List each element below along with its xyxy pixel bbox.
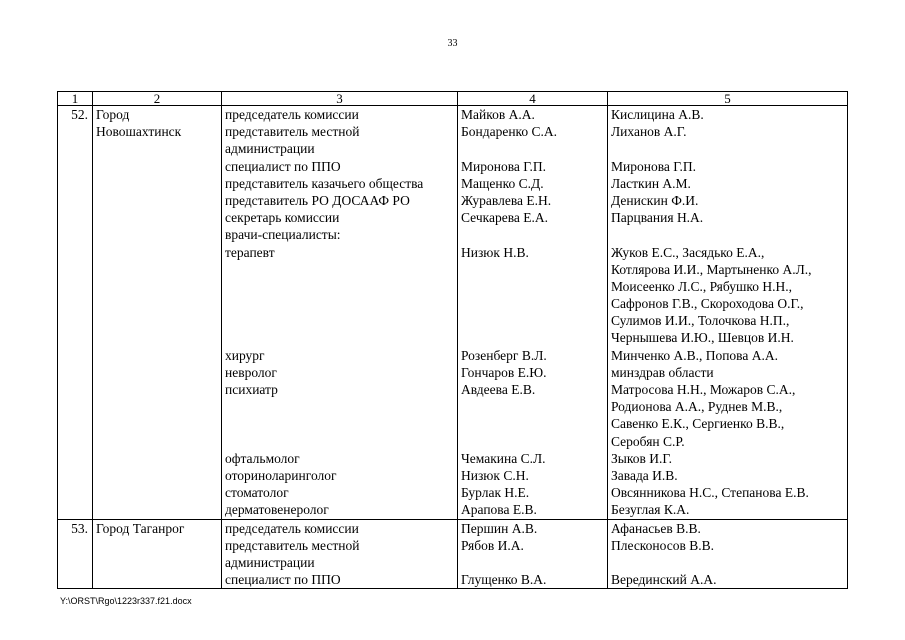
place-line: Город Таганрог: [96, 520, 185, 536]
reserve-line: Афанасьев В.В.: [611, 520, 701, 536]
reserve-line: Миронова Г.П.: [611, 158, 697, 174]
role-line: оториноларинголог: [225, 467, 337, 483]
main-line: [461, 554, 604, 571]
commission-table: [57, 91, 848, 589]
reserve-line: Овсянникова Н.С., Степанова Е.В.: [611, 485, 809, 501]
place-line: Город: [96, 107, 130, 122]
header-cell: 4: [458, 92, 608, 106]
role-line: специалист по ППО: [225, 158, 341, 174]
reserve-line: Ласткин А.М.: [611, 175, 691, 191]
role-line: [225, 415, 454, 432]
main-line: Бурлак Н.Е.: [461, 485, 530, 501]
role-line: [225, 261, 454, 278]
reserve-line: Родионова А.А., Руднев М.В.,: [611, 399, 783, 415]
main-line: [461, 278, 604, 295]
reserve-line: Лиханов А.Г.: [611, 124, 687, 140]
file-path-footer: Y:\ORST\Rgo\1223r337.f21.docx: [60, 596, 192, 606]
reserve-line: Плесконосов В.В.: [611, 537, 714, 553]
reserve-line: Чернышева И.Ю., Шевцов И.Н.: [611, 330, 794, 346]
role-cell: [222, 106, 458, 520]
main-line: Глущенко В.А.: [461, 572, 547, 588]
role-line: [225, 278, 454, 295]
main-line: Розенберг В.Л.: [461, 347, 547, 363]
role-line: администрации: [225, 141, 315, 157]
reserve-line: Жуков Е.С., Засядько Е.А.,: [611, 244, 765, 260]
main-line: Рябов И.А.: [461, 537, 524, 553]
role-line: [225, 295, 454, 312]
reserve-line: минздрав области: [611, 364, 714, 380]
main-line: Першин А.В.: [461, 520, 538, 536]
main-line: [461, 140, 604, 157]
reserve-line: Завада И.В.: [611, 467, 678, 483]
reserve-line: Денискин Ф.И.: [611, 192, 699, 208]
role-line: дерматовенеролог: [225, 502, 329, 518]
header-cell: 5: [608, 92, 848, 106]
reserve-line: Парцвания Н.А.: [611, 210, 704, 226]
reserve-line: [611, 554, 844, 571]
place-cell: [93, 519, 222, 589]
reserve-line: Верединский А.А.: [611, 572, 717, 588]
role-line: психиатр: [225, 382, 278, 397]
main-cell: [458, 106, 608, 520]
page-number: 33: [447, 38, 458, 49]
main-line: [461, 312, 604, 329]
main-line: [461, 261, 604, 278]
role-line: хирург: [225, 347, 265, 363]
role-line: представитель казачьего общества: [225, 175, 424, 191]
main-line: [461, 329, 604, 346]
main-line: Гончаров Е.Ю.: [461, 364, 547, 380]
role-line: секретарь комиссии: [225, 210, 340, 226]
role-cell: [222, 519, 458, 589]
role-line: офтальмолог: [225, 450, 300, 466]
place-cell: [93, 106, 222, 520]
main-line: Майков А.А.: [461, 107, 535, 122]
main-line: Журавлева Е.Н.: [461, 192, 552, 208]
role-line: стоматолог: [225, 485, 289, 501]
table-row: [58, 106, 848, 520]
main-line: Мащенко С.Д.: [461, 175, 544, 191]
header-cell: 1: [58, 92, 93, 106]
role-line: [225, 312, 454, 329]
row-number: 52.: [58, 106, 93, 520]
main-line: [461, 295, 604, 312]
role-line: невролог: [225, 364, 277, 380]
role-line: специалист по ППО: [225, 572, 341, 588]
main-line: Сечкарева Е.А.: [461, 210, 549, 226]
reserve-line: [611, 140, 844, 157]
table-header-row: [58, 92, 848, 106]
main-line: [461, 398, 604, 415]
role-line: администрации: [225, 554, 315, 570]
table-row: [58, 519, 848, 589]
reserve-line: Савенко Е.К., Сергиенко В.В.,: [611, 416, 785, 432]
reserve-line: Моисеенко Л.С., Рябушко Н.Н.,: [611, 278, 792, 294]
role-line: терапевт: [225, 244, 275, 260]
reserve-line: Сулимов И.И., Толочкова Н.П.,: [611, 313, 790, 329]
main-line: Миронова Г.П.: [461, 158, 547, 174]
main-line: [461, 226, 604, 243]
reserve-cell: [608, 106, 848, 520]
main-line: Низюк С.Н.: [461, 467, 529, 483]
reserve-line: Зыков И.Г.: [611, 450, 672, 466]
reserve-line: Сафронов Г.В., Скороходова О.Г.,: [611, 296, 804, 312]
role-line: председатель комиссии: [225, 107, 359, 122]
reserve-cell: [608, 519, 848, 589]
role-line: представитель местной: [225, 537, 360, 553]
main-line: Низюк Н.В.: [461, 244, 529, 260]
role-line: представитель местной: [225, 124, 360, 140]
main-line: Бондаренко С.А.: [461, 124, 558, 140]
main-cell: [458, 519, 608, 589]
reserve-line: Котлярова И.И., Мартыненко А.Л.,: [611, 261, 812, 277]
main-line: Авдеева Е.В.: [461, 382, 536, 397]
reserve-line: Безуглая К.А.: [611, 502, 690, 518]
reserve-line: Матросова Н.Н., Можаров С.А.,: [611, 382, 796, 397]
main-line: Чемакина С.Л.: [461, 450, 546, 466]
role-line: [225, 329, 454, 346]
role-line: [225, 398, 454, 415]
main-line: [461, 415, 604, 432]
role-line: врачи-специалисты:: [225, 227, 341, 243]
main-line: Арапова Е.В.: [461, 502, 537, 518]
role-line: председатель комиссии: [225, 520, 359, 536]
reserve-line: Кислицина А.В.: [611, 107, 704, 122]
header-cell: 2: [93, 92, 222, 106]
role-line: представитель РО ДОСААФ РО: [225, 192, 410, 208]
header-cell: 3: [222, 92, 458, 106]
reserve-line: Серобян С.Р.: [611, 433, 685, 449]
role-line: [225, 433, 454, 450]
place-line: Новошахтинск: [96, 124, 182, 140]
reserve-line: Минченко А.В., Попова А.А.: [611, 347, 778, 363]
row-number: 53.: [58, 519, 93, 589]
main-line: [461, 433, 604, 450]
reserve-line: [611, 226, 844, 243]
